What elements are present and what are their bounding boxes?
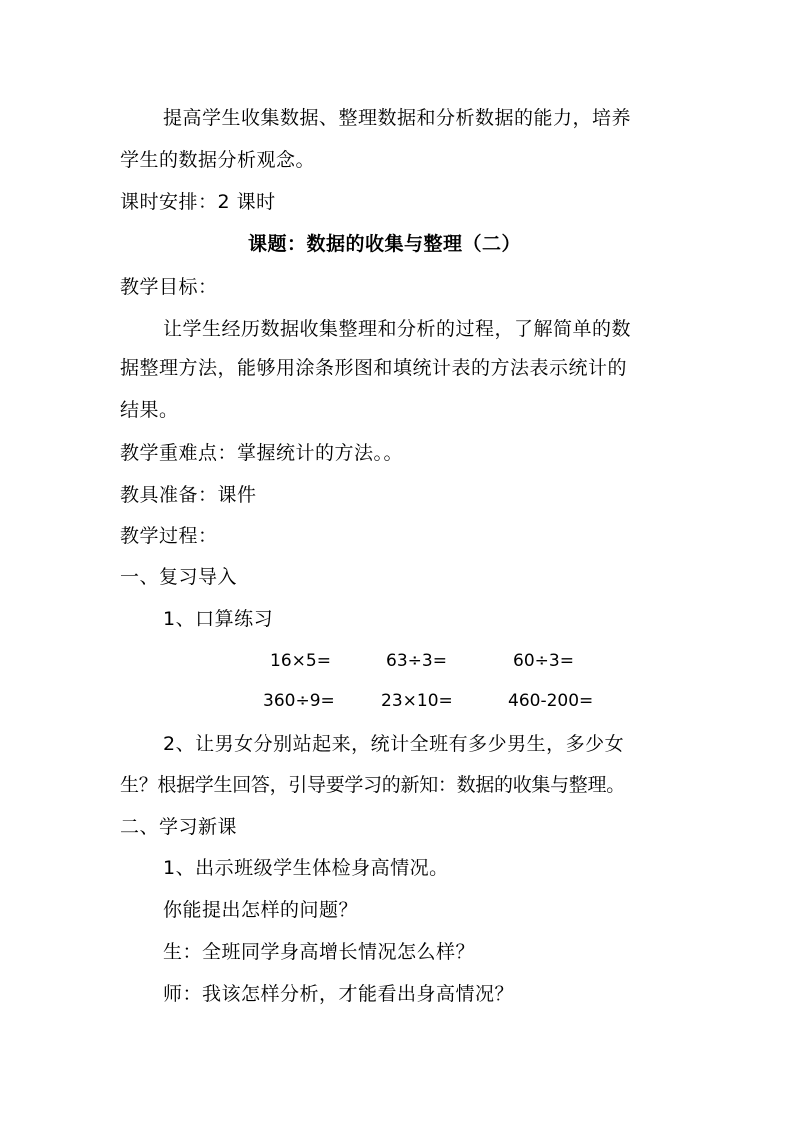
list-item: 2、让男女分别站起来，统计全班有多少男生，多少女 (163, 733, 625, 755)
paragraph-line: 提高学生收集数据、整理数据和分析数据的能力，培养 (163, 107, 632, 129)
goal-line: 让学生经历数据收集整理和分析的过程，了解简单的数 (163, 318, 632, 340)
goal-line: 结果。 (120, 399, 179, 421)
student-line: 生：全班同学身高增长情况怎么样？ (163, 941, 476, 963)
paragraph-line: 生？根据学生回答，引导要学习的新知：数据的收集与整理。 (120, 774, 625, 796)
schedule-line: 课时安排：2 课时 (120, 191, 276, 213)
key-point-line: 教学重难点：掌握统计的方法。。 (120, 442, 404, 464)
lesson-title: 课题：数据的收集与整理（二） (248, 233, 522, 255)
list-item: 1、口算练习 (163, 608, 274, 630)
question-line: 你能提出怎样的问题？ (163, 899, 359, 921)
exercise: 60÷3= (513, 651, 574, 671)
section-heading: 一、复习导入 (120, 566, 238, 588)
goal-line: 据整理方法，能够用涂条形图和填统计表的方法表示统计的 (120, 357, 628, 379)
tools-line: 教具准备：课件 (120, 484, 257, 506)
list-item: 1、出示班级学生体检身高情况。 (163, 857, 449, 879)
exercise: 460-200= (508, 691, 594, 711)
section-heading: 二、学习新课 (120, 816, 238, 838)
process-heading: 教学过程： (120, 525, 218, 547)
exercise: 360÷9= (263, 691, 335, 711)
exercise: 16×5= (270, 651, 331, 671)
exercise: 23×10= (381, 691, 453, 711)
goal-heading: 教学目标： (120, 276, 218, 298)
paragraph-line: 学生的数据分析观念。 (120, 149, 316, 171)
teacher-line: 师：我该怎样分析，才能看出身高情况？ (163, 983, 515, 1005)
exercise: 63÷3= (386, 651, 447, 671)
